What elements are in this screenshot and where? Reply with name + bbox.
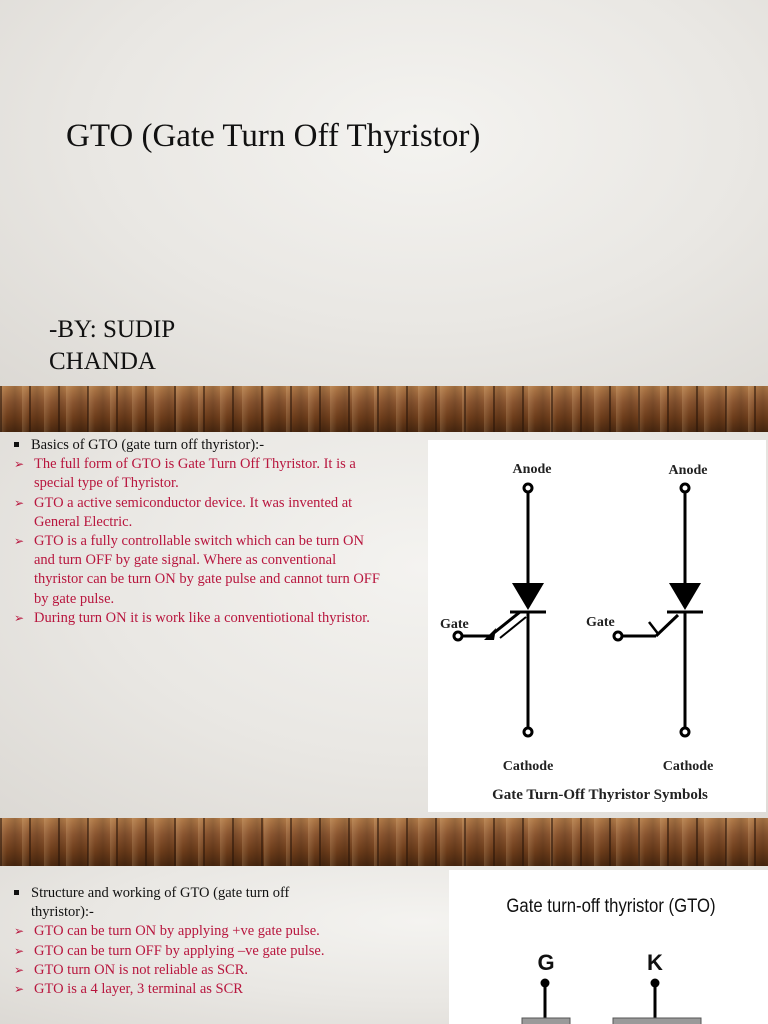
- gto-structure-figure: [449, 870, 768, 1024]
- list-item: ➢ The full form of GTO is Gate Turn Off Thyristor. It is a special type of Thyristor.: [14, 456, 356, 492]
- author-line-1: -BY: SUDIP: [49, 316, 176, 343]
- gto-symbol-right: [614, 484, 703, 736]
- square-bullet-icon: [14, 890, 19, 895]
- square-bullet-icon: [14, 442, 19, 447]
- arrow-bullet-icon: ➢: [14, 495, 25, 510]
- gto-symbols-diagram: [428, 440, 766, 812]
- terminal-leads: [541, 979, 660, 1019]
- label-cathode-left: Cathode: [502, 759, 554, 774]
- bullet-list: [12, 455, 384, 628]
- gto-structure-diagram: [449, 870, 768, 1024]
- basics-slide: [0, 432, 768, 818]
- structure-slide: [0, 866, 768, 1024]
- gate-contact-block: [522, 1018, 570, 1024]
- slide-title: GTO (Gate Turn Off Thyristor): [66, 118, 481, 154]
- author-line-2: CHANDA: [49, 348, 156, 375]
- label-gate-right: Gate: [586, 615, 615, 630]
- arrow-bullet-icon: ➢: [14, 610, 25, 625]
- structure-text: [12, 884, 332, 999]
- list-item: ➢ GTO is a 4 layer, 3 terminal as SCR: [12, 980, 332, 999]
- author-name: [49, 314, 175, 378]
- label-k: K: [647, 950, 663, 975]
- title-slide: [0, 0, 768, 386]
- list-item: ➢ GTO turn ON is not reliable as SCR.: [12, 961, 332, 980]
- arrow-bullet-icon: ➢: [14, 982, 25, 997]
- heading-text: Structure and working of GTO (gate turn off thyristor):-: [31, 885, 290, 921]
- bullet-list: [12, 922, 332, 999]
- label-anode-left: Anode: [512, 462, 552, 477]
- label-g: G: [537, 950, 555, 975]
- list-item: ➢ GTO can be turn OFF by applying –ve gate pulse.: [12, 942, 332, 961]
- heading-text: Basics of GTO (gate turn off thyristor):-: [31, 437, 265, 453]
- list-item: ➢ During turn ON it is work like a conventiotional thyristor.: [12, 609, 384, 628]
- arrow-bullet-icon: ➢: [14, 457, 25, 472]
- section-heading: [12, 436, 384, 455]
- arrow-bullet-icon: ➢: [14, 943, 25, 958]
- arrow-bullet-icon: ➢: [14, 962, 25, 977]
- gto-symbols-figure: [428, 440, 766, 812]
- list-item: ➢ GTO a active semiconductor device. It was invented at General Electric.: [14, 494, 353, 530]
- figure-caption: Gate Turn-Off Thyristor Symbols: [492, 787, 708, 803]
- list-item: ➢ GTO is a fully controllable switch which can be turn ON and turn OFF by gate signal. Where as conventional thyristor can be turn ON by gate pulse and cannot turn OFF by gate pulse.: [14, 533, 380, 607]
- wood-floor-divider: [0, 818, 768, 866]
- arrow-bullet-icon: ➢: [14, 924, 25, 939]
- list-item: ➢ GTO can be turn ON by applying +ve gate pulse.: [12, 922, 332, 941]
- structure-figure-title: Gate turn-off thyristor (GTO): [506, 895, 716, 917]
- gto-symbol-left: [454, 484, 546, 736]
- label-cathode-right: Cathode: [662, 759, 714, 774]
- cathode-contact-block: [613, 1018, 701, 1024]
- arrow-bullet-icon: ➢: [14, 534, 25, 549]
- wood-floor-divider: [0, 386, 768, 432]
- basics-text: [12, 436, 384, 628]
- label-gate-left: Gate: [440, 617, 469, 632]
- label-anode-right: Anode: [668, 463, 708, 478]
- section-heading: [12, 884, 332, 922]
